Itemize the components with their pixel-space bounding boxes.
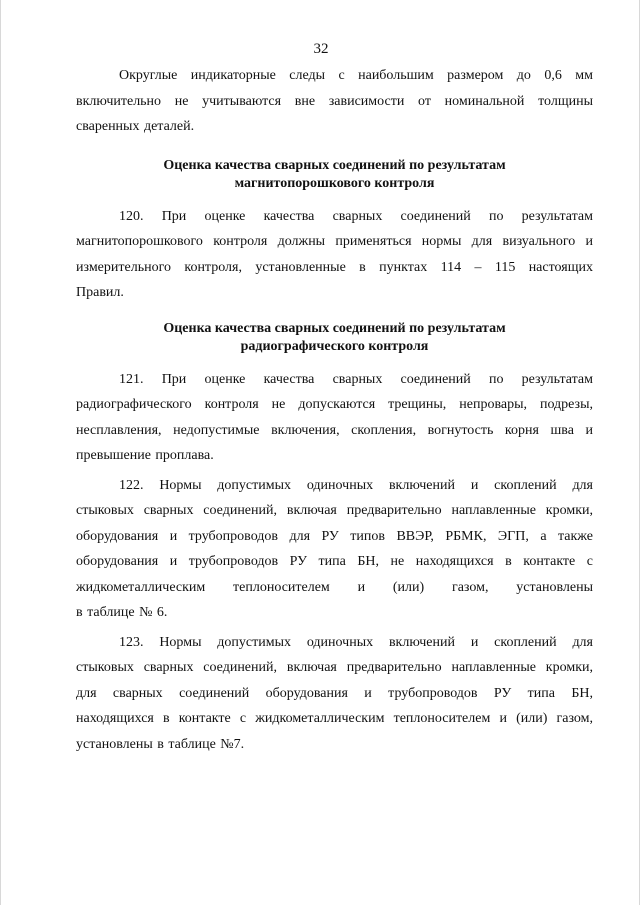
paragraph-121: [76, 367, 593, 393]
text-line: для сварных соединений оборудования и трубопроводов РУ типа БН,: [76, 685, 593, 701]
paragraph-121-body: [76, 392, 593, 443]
text-line: стыковых сварных соединений, включая предварительно наплавленные кромки,: [76, 503, 593, 518]
heading-line: Оценка качества сварных соединений по результатам: [163, 157, 506, 173]
text-line: сваренных деталей.: [76, 119, 195, 134]
text-line: 123. Нормы допустимых одиночных включений и скоплений для: [119, 634, 593, 650]
section-heading-radiographic: [76, 320, 593, 356]
paragraph-122-body: [76, 498, 593, 600]
heading-line: Оценка качества сварных соединений по результатам: [163, 320, 506, 336]
paragraph-122-end: [76, 600, 593, 626]
paragraph-123-body: [76, 655, 593, 732]
heading-line: магнитопорошкового контроля: [234, 175, 435, 191]
text-line: оборудования и трубопроводов РУ типа БН, не находящихся в контакте с: [76, 554, 593, 569]
page-number: 32: [313, 41, 329, 57]
document-body: [76, 63, 593, 757]
text-line: радиографического контроля не допускаются трещины, непровары, подрезы,: [76, 397, 593, 412]
text-line: измерительного контроля, установленные в пунктах 114 – 115 настоящих: [76, 259, 593, 275]
paragraph-123-end: [76, 732, 593, 758]
text-line: жидкометаллическим теплоносителем и (или) газом, установлены: [76, 579, 593, 595]
text-line: Округлые индикаторные следы с наибольшим размером до 0,6 мм: [119, 68, 593, 83]
text-line: оборудования и трубопроводов для РУ типов ВВЭР, РБМК, ЭГП, а также: [76, 528, 593, 544]
text-line: 122. Нормы допустимых одиночных включений и скоплений для: [119, 477, 593, 493]
heading-line: радиографического контроля: [240, 338, 429, 354]
paragraph-120: [76, 204, 593, 230]
text-line: превышение проплава.: [76, 448, 214, 463]
paragraph-intro-end: [76, 114, 593, 140]
text-line: 121. При оценке качества сварных соединений по результатам: [119, 371, 593, 387]
text-line: 120. При оценке качества сварных соединений по результатам: [119, 208, 593, 224]
section-heading-magnetic: [76, 157, 593, 193]
paragraph-122: [76, 473, 593, 499]
text-line: в таблице № 6.: [76, 605, 168, 620]
text-line: магнитопорошкового контроля должны применяться нормы для визуального и: [76, 234, 593, 249]
text-line: стыковых сварных соединений, включая предварительно наплавленные кромки,: [76, 660, 593, 675]
paragraph-120-body: [76, 229, 593, 280]
paragraph-120-end: [76, 280, 593, 306]
text-line: включительно не учитываются вне зависимости от номинальной толщины: [76, 93, 593, 109]
text-line: находящихся в контакте с жидкометаллическим теплоносителем и (или) газом,: [76, 711, 593, 726]
paragraph-121-end: [76, 443, 593, 469]
paragraph-123: [76, 630, 593, 656]
text-line: установлены в таблице №7.: [76, 736, 245, 752]
text-line: Правил.: [76, 285, 124, 300]
paragraph-intro: [76, 63, 593, 114]
text-line: несплавления, недопустимые включения, скопления, вогнутость корня шва и: [76, 422, 593, 438]
